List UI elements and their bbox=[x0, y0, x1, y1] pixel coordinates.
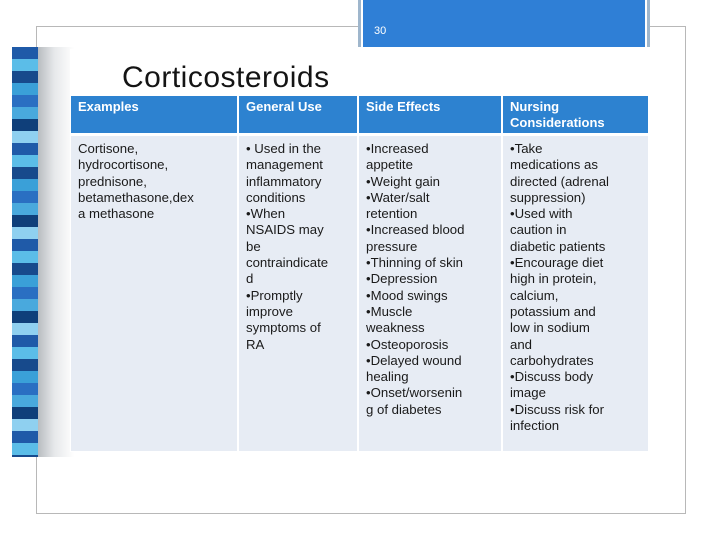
cell-text-line: •Encourage diet bbox=[510, 255, 604, 271]
cell-examples bbox=[71, 135, 238, 452]
cell-text-line: hydrocortisone, bbox=[78, 157, 169, 173]
slide-content-image bbox=[70, 49, 648, 452]
cell-text-line: a methasone bbox=[78, 206, 155, 222]
cell-text-line: betamethasone,dex bbox=[78, 189, 194, 205]
cell-text-line: • Used in the bbox=[246, 141, 321, 156]
cell-text-line: healing bbox=[366, 369, 409, 385]
cell-text-line: directed (adrenal bbox=[510, 173, 609, 189]
slide-title: Corticosteroids bbox=[122, 61, 330, 94]
header-nursing-considerations bbox=[502, 96, 648, 135]
cell-text-line: Cortisone, bbox=[78, 141, 139, 156]
cell-text-line: •Promptly bbox=[246, 287, 303, 303]
cell-text-line: retention bbox=[366, 206, 418, 222]
slide-frame-top-right bbox=[645, 26, 685, 27]
cell-text-line: •Water/salt bbox=[366, 189, 430, 205]
cell-text-line: suppression) bbox=[510, 189, 586, 205]
cell-text-line: conditions bbox=[246, 189, 306, 205]
page-number: 30 bbox=[374, 25, 387, 37]
cell-text-line: g of diabetes bbox=[366, 401, 442, 417]
cell-text-line: •Thinning of skin bbox=[366, 255, 463, 271]
cell-text-line: carbohydrates bbox=[510, 352, 594, 368]
slide-frame-bottom bbox=[36, 513, 686, 514]
cell-text-line: medications as bbox=[510, 157, 598, 173]
cell-text-line: high in protein, bbox=[510, 271, 597, 287]
cell-text-line: •Mood swings bbox=[366, 287, 448, 303]
cell-text-line: •Delayed wound bbox=[366, 352, 462, 368]
cell-text-line: •Take bbox=[510, 141, 543, 156]
slide-frame-right bbox=[685, 26, 686, 514]
cell-text-line: RA bbox=[246, 336, 265, 352]
cell-text-line: potassium and bbox=[510, 303, 596, 319]
cell-text-line: prednisone, bbox=[78, 173, 147, 189]
cell-text-line: •Used with bbox=[510, 206, 573, 222]
header-general-use bbox=[238, 96, 358, 135]
header-line: General Use bbox=[246, 99, 322, 114]
cell-nursing-considerations bbox=[502, 135, 648, 452]
header-examples bbox=[71, 96, 238, 135]
cell-text-line: improve bbox=[246, 303, 293, 319]
corticosteroids-table bbox=[71, 96, 648, 451]
cell-text-line: NSAIDS may bbox=[246, 222, 324, 238]
header-line: Nursing bbox=[510, 99, 560, 114]
cell-text-line: contraindicate bbox=[246, 255, 329, 271]
header-line: Considerations bbox=[510, 115, 605, 130]
cell-text-line: symptoms of bbox=[246, 320, 321, 336]
header-side-effects bbox=[358, 96, 502, 135]
cell-text-line: •Weight gain bbox=[366, 173, 441, 189]
cell-text-line: •Onset/worsenin bbox=[366, 385, 463, 401]
cell-text-line: and bbox=[510, 336, 533, 352]
cell-side-effects bbox=[358, 135, 502, 452]
cell-text-line: •Muscle bbox=[366, 303, 413, 319]
cell-text-line: caution in bbox=[510, 222, 567, 238]
cell-text-line: diabetic patients bbox=[510, 238, 606, 254]
decorative-shade bbox=[38, 47, 74, 457]
cell-text-line: •When bbox=[246, 206, 286, 222]
cell-text-line: be bbox=[246, 238, 261, 254]
table-header-row bbox=[71, 96, 648, 135]
cell-text-line: management bbox=[246, 157, 323, 173]
cell-text-line: calcium, bbox=[510, 287, 559, 303]
slide-frame-top-left bbox=[36, 26, 361, 27]
cell-text-line: infection bbox=[510, 418, 560, 434]
cell-text-line: inflammatory bbox=[246, 173, 322, 189]
cell-text-line: •Discuss body bbox=[510, 369, 594, 385]
table-row bbox=[71, 135, 648, 452]
cell-text-line: •Increased bbox=[366, 141, 429, 156]
cell-text-line: •Discuss risk for bbox=[510, 401, 605, 417]
cell-text-line: d bbox=[246, 271, 254, 287]
cell-text-line: •Depression bbox=[366, 271, 438, 287]
cell-text-line: weakness bbox=[366, 320, 425, 336]
header-line: Examples bbox=[78, 99, 139, 114]
cell-general-use bbox=[238, 135, 358, 452]
cell-text-line: appetite bbox=[366, 157, 413, 173]
cell-text-line: image bbox=[510, 385, 546, 401]
cell-text-line: low in sodium bbox=[510, 320, 590, 336]
page-number-badge bbox=[361, 0, 647, 47]
cell-text-line: •Increased blood bbox=[366, 222, 465, 238]
cell-text-line: •Osteoporosis bbox=[366, 336, 449, 352]
header-line: Side Effects bbox=[366, 99, 441, 114]
cell-text-line: pressure bbox=[366, 238, 418, 254]
